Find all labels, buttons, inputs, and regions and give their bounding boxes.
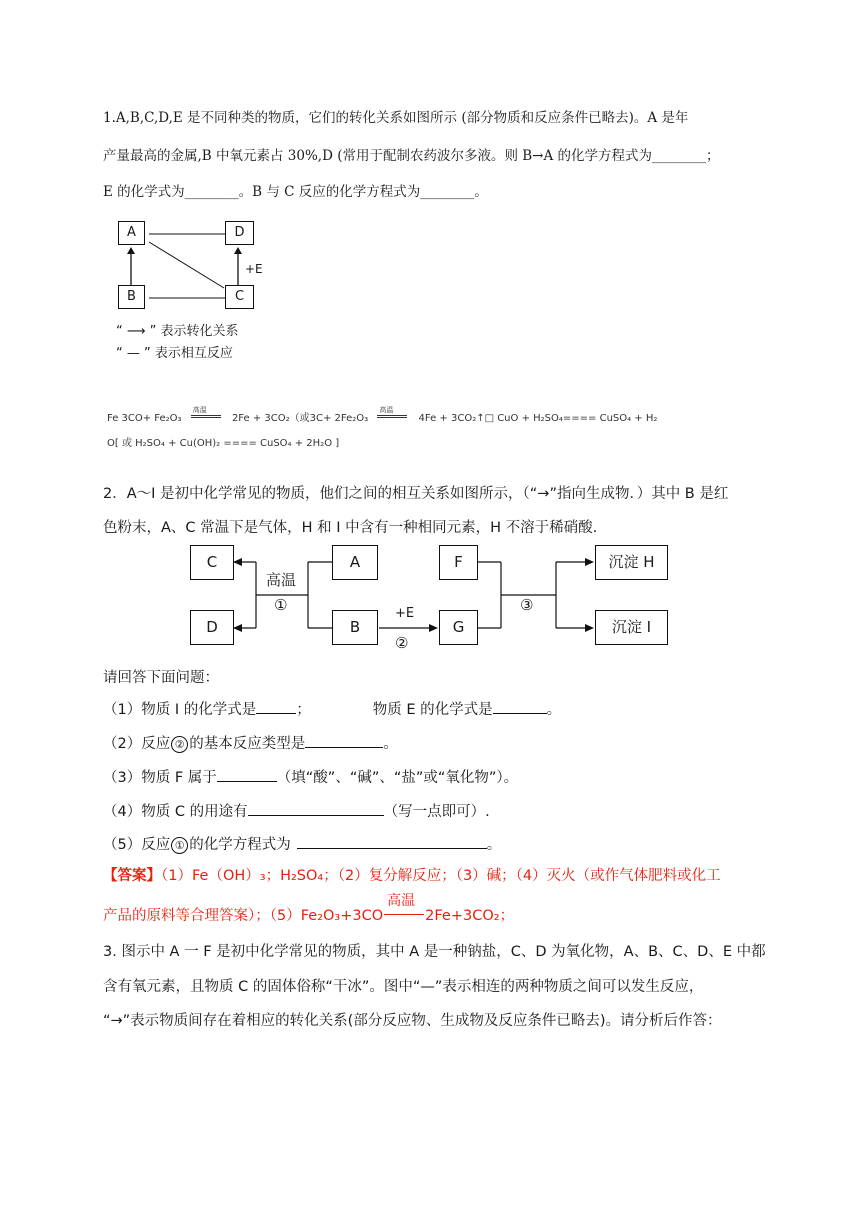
q2-s2-circled-number: ② [171, 736, 188, 753]
q2-s3-text-b: （填“酸”、“碱”、“盐”或“氧化物”）。 [276, 770, 519, 786]
q2-node-g: G [439, 610, 478, 645]
q2-answer-label: 【答案】 [103, 868, 161, 884]
q2-label-2: ② [395, 634, 409, 652]
q1-answer-part-c: 4Fe + 3CO₂↑□ CuO + H₂SO₄==== CuSO₄ + H₂ [418, 413, 658, 424]
q1-legend-1: “ ⟶ ” 表示转化关系 [116, 324, 239, 339]
q2-subquestion-3 [103, 766, 518, 788]
q1-node-a: A [118, 221, 145, 245]
q2-cond-high-temp: 高温 [266, 571, 297, 589]
q2-s2-text-b: 的基本反应类型是 [189, 736, 306, 752]
q2-s5-blank[interactable] [297, 833, 487, 849]
q2-s3-text-a: （3）物质 F 属于 [103, 770, 217, 786]
q2-s2-text-c: 。 [383, 736, 398, 752]
q2-prompt: 请回答下面问题： [103, 670, 219, 686]
q2-node-b: B [332, 610, 378, 645]
q1-line-3: E 的化学式为________。B 与 C 反应的化学方程式为________。 [103, 184, 488, 200]
q1-answer-line-1 [107, 406, 658, 424]
q1-legend-2: “ — ” 表示相互反应 [116, 346, 233, 361]
q2-line-1: 2．A～I 是初中化学常见的物质，他们之间的相互关系如图所示，（“→”指向生成物．）其中 B 是红 [103, 486, 729, 502]
q2-plus-e: +E [395, 606, 415, 621]
q2-node-c: C [190, 545, 234, 580]
q1-line-1: 1.A,B,C,D,E 是不同种类的物质，它们的转化关系如图所示 (部分物质和反应条件已略去)。A 是年 [103, 110, 689, 126]
q3-line-3: “→”表示物质间存在着相应的转化关系(部分反应物、生成物及反应条件已略去)。请分析后作答： [103, 1013, 722, 1029]
q2-node-i: 沉淀 I [595, 610, 668, 645]
q1-node-b: B [118, 285, 145, 309]
q2-s1-text-d: 。 [546, 702, 562, 718]
q3-line-2: 含有氧元素，且物质 C 的固体俗称“干冰”。图中“—”表示相连的两种物质之间可以发生反应， [103, 979, 704, 995]
q1-answer-line-2: O[ 或 H₂SO₄ + Cu(OH)₂ ==== CuSO₄ + 2H₂O ] [107, 438, 340, 449]
q1-node-d: D [225, 221, 254, 245]
q2-s5-text-a: （5）反应 [103, 837, 171, 853]
q2-s1-blank-2[interactable] [493, 698, 547, 714]
q2-line-2: 色粉末，A、C 常温下是气体，H 和 I 中含有一种相同元素，H 不溶于稀硝酸. [103, 520, 598, 536]
q2-answer-text-2b: 2Fe+3CO₂； [425, 908, 515, 924]
q2-label-1: ① [274, 596, 288, 614]
q2-node-a: A [332, 545, 378, 580]
q1-answer-cond-1 [191, 406, 221, 424]
q1-answer-part-b: 2Fe + 3CO₂（或3C+ 2Fe₂O₃ [231, 413, 369, 424]
q1-diagram [112, 218, 282, 366]
q2-node-f: F [439, 545, 478, 580]
q2-subquestion-1 [103, 698, 561, 720]
q1-answer-cond-2 [377, 406, 407, 424]
q2-s1-text-c: 物质 E 的化学式是 [372, 702, 493, 718]
q2-s4-blank[interactable] [248, 800, 384, 816]
q2-s1-text-a: （1）物质 I 的化学式是 [103, 702, 257, 718]
q2-s1-blank-1[interactable] [256, 698, 296, 714]
q2-node-d: D [190, 610, 234, 645]
q2-s4-text-a: （4）物质 C 的用途有 [103, 804, 248, 820]
q2-subquestion-4 [103, 800, 490, 822]
q2-answer-cond-text: 高温 [387, 893, 416, 909]
q2-answer-line-2 [103, 893, 515, 926]
q2-s3-blank[interactable] [217, 766, 277, 782]
q1-answer-cond-2-text: 高温 [379, 406, 394, 414]
q2-diagram [186, 540, 676, 656]
q2-s5-text-b: 的化学方程式为 [189, 837, 291, 853]
q1-plus-e: +E [245, 262, 263, 276]
q2-s5-circled-number: ① [171, 837, 188, 854]
q1-answer-part-a: Fe 3CO+ Fe₂O₃ [107, 413, 182, 424]
q1-line-2: 产量最高的金属,B 中氧元素占 30%,D (常用于配制农药波尔多液。则 B→A 的化学方程式为________； [103, 148, 720, 164]
q3-line-1: 3. 图示中 A 一 F 是初中化学常见的物质，其中 A 是一种钠盐，C、D 为氧化物，A、B、C、D、E 中都 [103, 944, 766, 960]
q2-answer-text-2a: 产品的原料等合理答案）；（5）Fe₂O₃+3CO [103, 908, 384, 924]
q2-s2-blank[interactable] [305, 732, 383, 748]
q2-s1-text-b: ； [296, 702, 311, 718]
q2-subquestion-5 [103, 833, 501, 855]
q1-answer-cond-1-text: 高温 [192, 406, 207, 414]
q2-subquestion-2 [103, 732, 398, 754]
q2-answer-line-1 [103, 866, 721, 886]
q2-node-h: 沉淀 H [595, 545, 668, 580]
q2-label-3: ③ [520, 596, 534, 614]
q2-answer-text-1: （1）Fe（OH）₃；H₂SO₄；（2）复分解反应；（3）碱；（4）灭火（或作气体肥料或化工 [161, 868, 721, 884]
q2-s5-text-c: 。 [486, 837, 502, 853]
q2-s2-text-a: （2）反应 [103, 736, 171, 752]
q2-answer-cond [384, 893, 424, 926]
q1-node-c: C [225, 285, 254, 309]
q2-s4-text-b: （写一点即可）. [383, 804, 490, 820]
